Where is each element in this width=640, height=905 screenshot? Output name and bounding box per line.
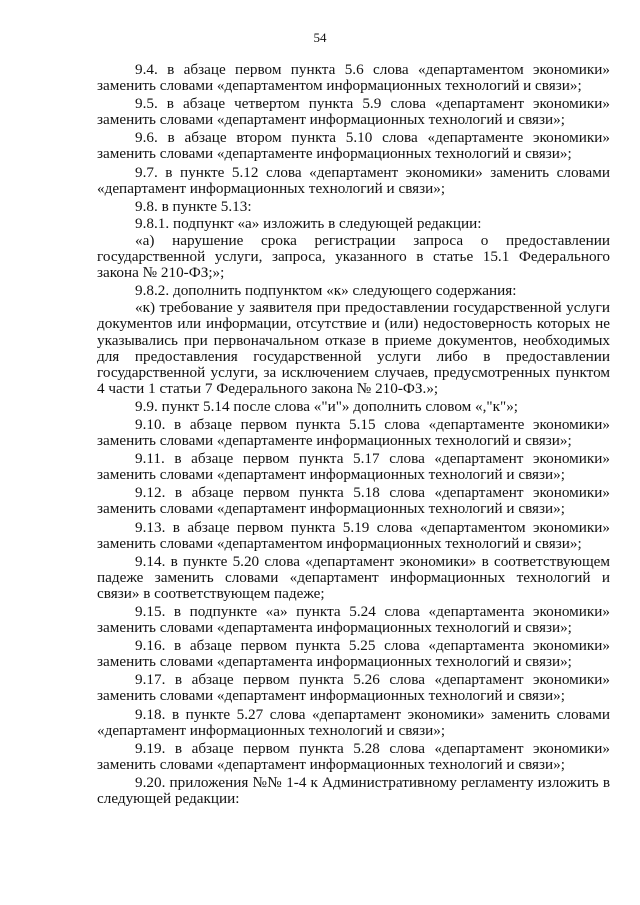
paragraph-9-17: 9.17. в абзаце первом пункта 5.26 слова «департамент экономики» заменить словами «департамент информационных технологий и связи»; bbox=[97, 671, 610, 705]
paragraph-9-20: 9.20. приложения №№ 1-4 к Административному регламенту изложить в следующей редакции: bbox=[97, 773, 610, 808]
paragraph-9-6: 9.6. в абзаце втором пункта 5.10 слова «департаменте экономики» заменить словами «департаменте информационных технологий и связи»; bbox=[97, 129, 610, 163]
paragraph-9-7: 9.7. в пункте 5.12 слова «департамент экономики» заменить словами «департамент информационных технологий и связи»; bbox=[97, 163, 610, 197]
paragraph-9-4: 9.4. в абзаце первом пункта 5.6 слова «департаментом экономики» заменить словами «департаментом информационных технологий и связи»; bbox=[97, 61, 610, 95]
paragraph-9-12: 9.12. в абзаце первом пункта 5.18 слова «департамент экономики» заменить словами «департамент информационных технологий и связи»; bbox=[97, 484, 610, 518]
paragraph-9-8: 9.8. в пункте 5.13: bbox=[135, 197, 252, 215]
paragraph-9-8-1: 9.8.1. подпункт «а» изложить в следующей редакции: bbox=[135, 214, 482, 232]
page-number: 54 bbox=[313, 30, 327, 45]
paragraph-9-15: 9.15. в подпункте «а» пункта 5.24 слова «департамента экономики» заменить словами «департамента информационных технологий и связи»; bbox=[97, 603, 610, 637]
paragraph-9-14: 9.14. в пункте 5.20 слова «департамент экономики» в соответствующем падеже заменить словами «департамент информационных технологий и связи» в соответствующем падеже; bbox=[97, 552, 610, 602]
paragraph-9-16: 9.16. в абзаце первом пункта 5.25 слова «департамента экономики» заменить словами «департамента информационных технологий и связи»; bbox=[97, 637, 610, 671]
paragraph-9-13: 9.13. в абзаце первом пункта 5.19 слова «департаментом экономики» заменить словами «департаментом информационных технологий и связи»; bbox=[97, 518, 610, 552]
paragraph-9-19: 9.19. в абзаце первом пункта 5.28 слова «департамент экономики» заменить словами «департамент информационных технологий и связи»; bbox=[97, 739, 610, 773]
paragraph-subpoint-a: «а) нарушение срока регистрации запроса о предоставлении государственной услуги, запроса, указанного в статье 15.1 Федерального закона № 210-ФЗ;»; bbox=[97, 231, 610, 282]
paragraph-9-8-2: 9.8.2. дополнить подпунктом «к» следующего содержания: bbox=[135, 282, 517, 300]
document-body bbox=[97, 62, 610, 809]
paragraph-subpoint-k: «к) требование у заявителя при предоставлении государственной услуги документов или информации, отсутствие и (или) недостоверность которых не указывались при первоначальном отказе в приеме документов, необходимых для предоставления государственной услуги либо в предоставлении государственной услуги, за исключением случаев, предусмотренных пунктом 4 части 1 статьи 7 Федерального закона № 210-ФЗ.»; bbox=[97, 299, 610, 397]
paragraph-9-10: 9.10. в абзаце первом пункта 5.15 слова «департаменте экономики» заменить словами «департаменте информационных технологий и связи»; bbox=[97, 415, 610, 450]
paragraph-9-11: 9.11. в абзаце первом пункта 5.17 слова «департамент экономики» заменить словами «департамент информационных технологий и связи»; bbox=[97, 450, 610, 484]
paragraph-9-9: 9.9. пункт 5.14 после слова «"и"» дополнить словом «,"к"»; bbox=[135, 397, 519, 415]
paragraph-9-18: 9.18. в пункте 5.27 слова «департамент экономики» заменить словами «департамент информационных технологий и связи»; bbox=[97, 705, 610, 739]
paragraph-9-5: 9.5. в абзаце четвертом пункта 5.9 слова «департамент экономики» заменить словами «департамент информационных технологий и связи»; bbox=[97, 95, 610, 129]
